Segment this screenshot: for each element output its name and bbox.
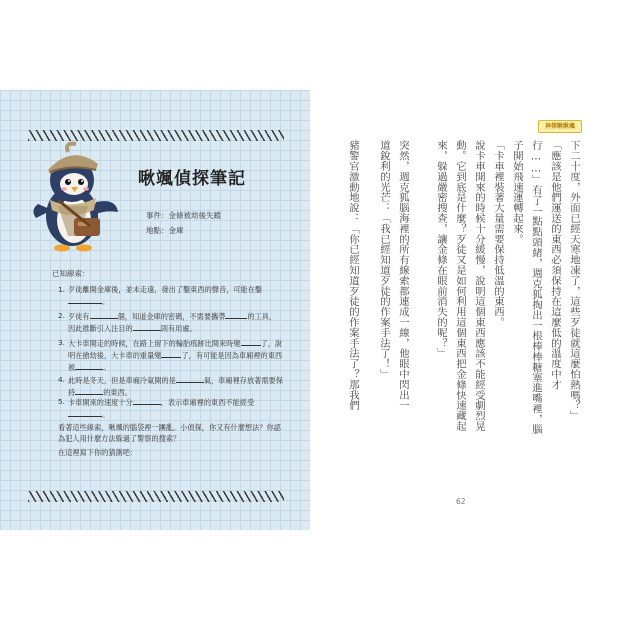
clue-text: 了，說明在搶劫後，大卡車的重量變 xyxy=(68,339,283,360)
clue-text: 卡車開來的速度十分 xyxy=(68,398,133,407)
clue-text: 歹徒有 xyxy=(68,312,90,321)
case-place-line: 地點：金庫 xyxy=(146,226,184,235)
answer-blank[interactable] xyxy=(176,374,204,383)
clue-item-2 xyxy=(58,310,283,334)
story-column: 豬警官激動地說：「你已經知道歹徒的作案手法了？那我們 xyxy=(347,140,359,411)
answer-blank[interactable] xyxy=(241,337,261,346)
clue-text: 。 xyxy=(103,363,111,372)
answer-blank[interactable] xyxy=(75,386,103,395)
story-column: 行……」有了一點點頭緒，週克狐掏出一根棒棒糖塞進嘴裡，腦 xyxy=(530,140,542,435)
clue-number: 5. xyxy=(58,397,65,406)
clue-item-1 xyxy=(58,284,283,307)
question-text: 看著這些線索，啾颯的腦袋裡一團亂。小偵探，你又有什麼想法？你認為犯人用什麼方法躲過了警察的搜索？ xyxy=(58,423,281,443)
clue-text: 。 xyxy=(102,297,110,306)
clue-number: 1. xyxy=(58,285,65,294)
story-column: 來，躲過嚴密搜查，讓金條在眼前消失的呢？」 xyxy=(435,140,447,359)
story-column: 突然，週克狐腦海裡的所有線索都連成一線，他眼中閃出一 xyxy=(397,140,409,411)
answer-blank[interactable] xyxy=(90,310,118,319)
clue-text: 了，有可能是因為車廂裡的東西被 xyxy=(68,351,283,372)
clue-text: 的工具，因此推斷引入注目的 xyxy=(68,312,277,333)
clue-text: ，表示車廂裡的東西不能經受 xyxy=(160,398,255,407)
clue-text: 氣，車廂裡存放著需要保持 xyxy=(68,376,283,397)
clue-text: 個，知道金庫的密碼，不需要攜帶 xyxy=(117,312,226,321)
clue-text: 歹徒離開金庫後，並未走遠，發出了鑿東西的聲音，可能在鑿 xyxy=(68,285,263,294)
hatch-border-bottom xyxy=(28,491,284,502)
clue-text: 。 xyxy=(102,410,110,419)
clue-number: 4. xyxy=(58,375,65,384)
clues-heading: 已知線索： xyxy=(52,269,90,278)
series-badge: 神探啾啾颯 xyxy=(538,120,582,133)
clue-item-5 xyxy=(58,396,283,420)
story-column: 道銳利的光芒：「我已經知道歹徒的作案手法了！」 xyxy=(378,140,390,380)
answer-blank[interactable] xyxy=(68,295,102,304)
notebook-page xyxy=(0,90,310,530)
answer-label: 在這裡寫下你的猜測吧： xyxy=(58,448,138,457)
clue-item-4 xyxy=(58,374,283,398)
clue-text: 大卡車開走的時候，在路上留下的輪胎痕跡比開來時變 xyxy=(68,339,241,348)
story-column: 「應該是他們運送的東西必須保持在這麼低的溫度中才 xyxy=(549,140,561,390)
answer-blank[interactable] xyxy=(225,310,247,319)
clue-text: 的東西。 xyxy=(103,388,132,397)
story-column: 子開始飛速運轉起來。 xyxy=(511,140,523,244)
answer-blank[interactable] xyxy=(68,408,102,417)
story-column: 「卡車裡裝著大量需要保持低溫的東西。 xyxy=(492,140,504,328)
answer-blank[interactable] xyxy=(133,396,161,405)
penguin-detective-icon xyxy=(28,140,124,260)
clue-number: 3. xyxy=(58,338,65,347)
clue-text: 此時是冬天，但是車廂冷氣開的是 xyxy=(68,376,176,385)
answer-blank[interactable] xyxy=(75,361,103,370)
clue-item-3 xyxy=(58,337,283,373)
answer-blank[interactable] xyxy=(161,349,181,358)
story-column: 說卡車開來的時候十分緩慢，說明這個東西應該不能經受劇烈晃 xyxy=(473,140,485,432)
clue-number: 2. xyxy=(58,311,65,320)
answer-blank[interactable] xyxy=(133,322,161,331)
case-event-line: 事件：金條被劫後失蹤 xyxy=(146,211,221,220)
clue-text: 則有用處。 xyxy=(160,324,197,333)
story-column: 動。它到底是什麼？歹徒又是如何利用這個東西把金條快速藏起 xyxy=(454,140,466,432)
page-number: 62 xyxy=(456,497,466,506)
story-column: 下二十度，外面已經天寒地凍了，這些歹徒就這麼怕熱嗎？」 xyxy=(568,140,580,421)
notebook-title: 啾颯偵探筆記 xyxy=(138,169,246,189)
